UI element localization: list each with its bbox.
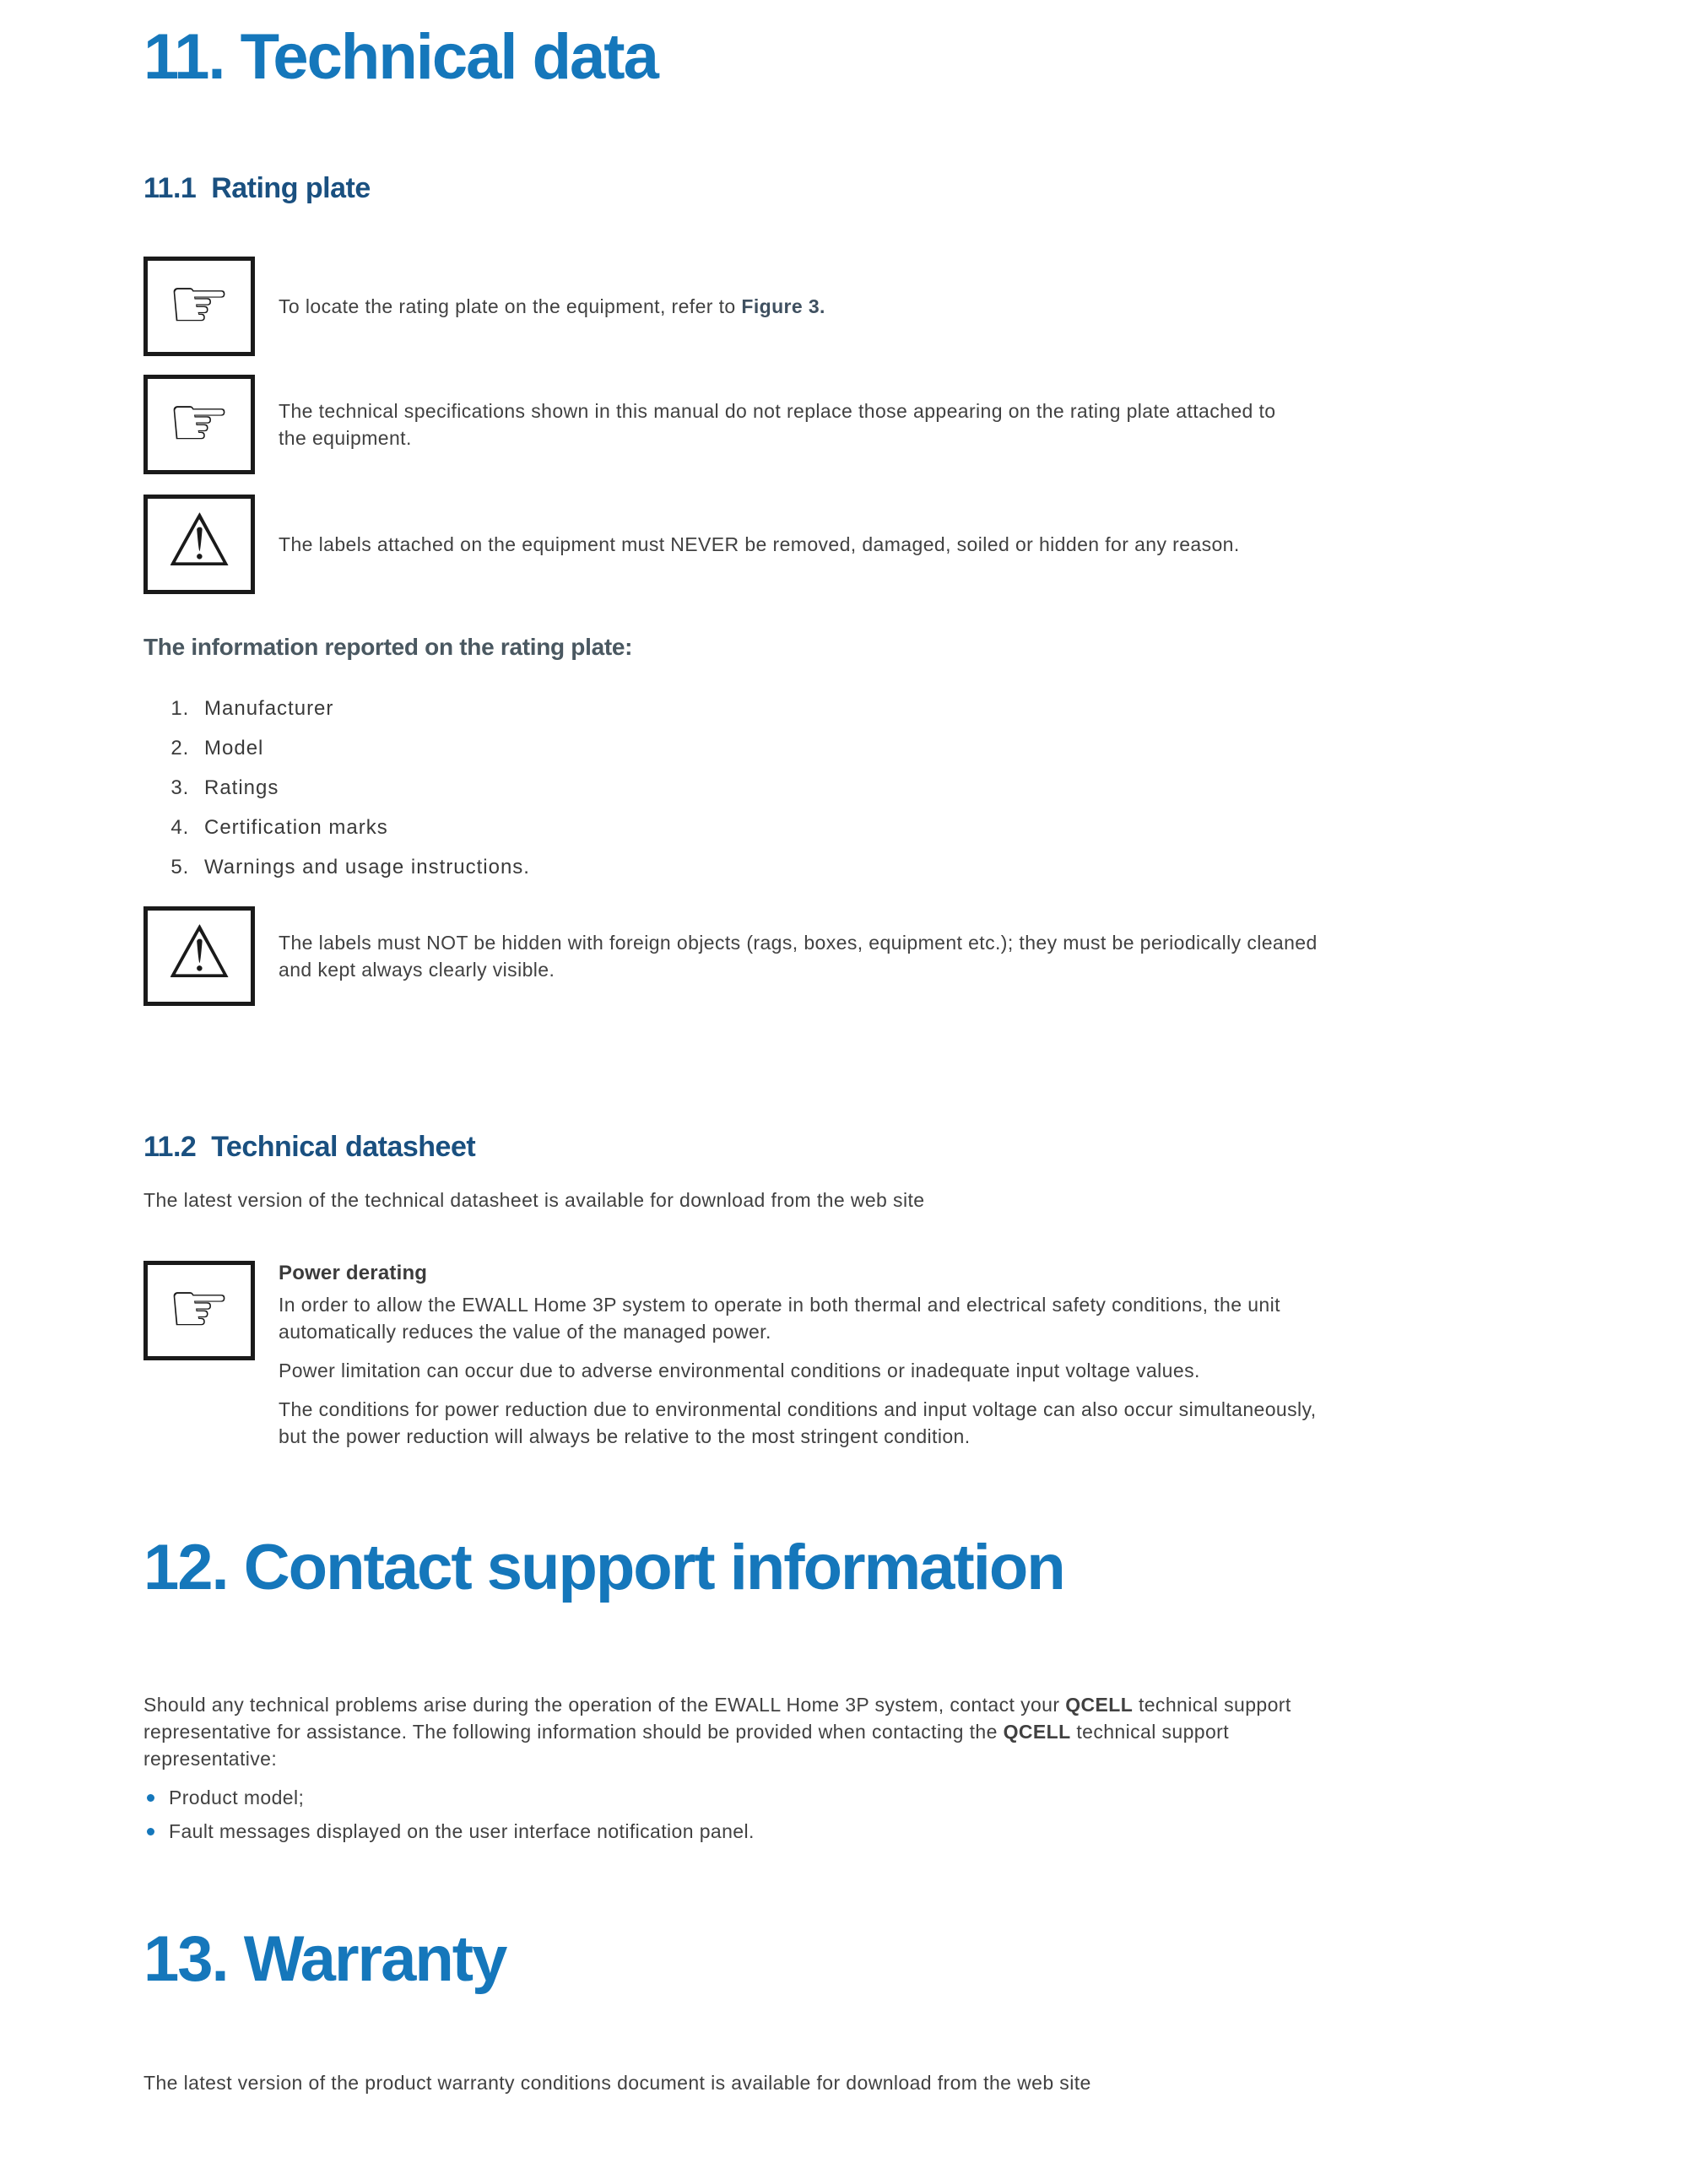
- note-icon-box: [143, 375, 255, 474]
- text-segment: representative for assistance. The following information should be provided when contacting the: [143, 1721, 1004, 1743]
- note-power-derating: [143, 1261, 1548, 1450]
- note-icon-box: [143, 257, 255, 356]
- text-segment: but the power reduction will always be relative to the most stringent condition.: [279, 1425, 971, 1447]
- text-segment: Figure 3.: [741, 295, 825, 317]
- power-derating-paragraph-2: Power limitation can occur due to adverse environmental conditions or inadequate input voltage values.: [279, 1360, 1200, 1381]
- text-segment: The technical specifications shown in this manual do not replace those appearing on the rating plate attached to: [279, 400, 1276, 422]
- warning-icon-box: [143, 495, 255, 594]
- warning-labels-not-hidden: [143, 906, 1548, 1006]
- list-item: 4. Certification marks: [196, 814, 1548, 841]
- power-derating-paragraph-3: [279, 1396, 1317, 1450]
- text-segment: technical support: [1070, 1721, 1230, 1743]
- warning-icon-box: [143, 906, 255, 1006]
- text-segment: technical support: [1133, 1694, 1291, 1716]
- text-segment: To locate the rating plate on the equipment, refer to: [279, 295, 742, 317]
- datasheet-intro-text: The latest version of the technical datasheet is available for download from the web site: [143, 1189, 925, 1211]
- text-segment: Should any technical problems arise during the operation of the EWALL Home 3P system, contact your: [143, 1694, 1066, 1716]
- text-segment: The labels must NOT be hidden with foreign objects (rags, boxes, equipment etc.); they must be periodically cleaned: [279, 932, 1318, 954]
- section-11-heading: 11. Technical data: [143, 21, 658, 93]
- warning-triangle-icon: ⚠: [166, 499, 232, 583]
- warning-labels-never-removed: [143, 495, 1548, 594]
- power-derating-paragraph-1: [279, 1291, 1317, 1345]
- warning-text: [279, 929, 1318, 983]
- rating-plate-item-list: [143, 695, 1548, 881]
- warning-triangle-icon: ⚠: [166, 911, 232, 995]
- text-segment: representative:: [143, 1748, 278, 1770]
- support-intro-text: [143, 1691, 1548, 1772]
- section-13-heading: 13. Warranty: [143, 1923, 506, 1995]
- pointing-hand-icon: ☞: [167, 262, 231, 345]
- text-segment: and kept always clearly visible.: [279, 959, 555, 981]
- text-segment: The labels attached on the equipment must NEVER be removed, damaged, soiled or hidden for any reason.: [279, 533, 1240, 555]
- list-item: 3. Ratings: [196, 775, 1548, 802]
- note-text: [279, 397, 1275, 451]
- power-derating-body: [279, 1261, 1317, 1450]
- section-11-1-heading: 11.1 Rating plate: [143, 172, 371, 204]
- list-item: 1. Manufacturer: [196, 695, 1548, 722]
- warning-text: [279, 531, 1240, 558]
- text-segment: QCELL: [1003, 1721, 1071, 1743]
- list-item: Fault messages displayed on the user interface notification panel.: [143, 1818, 1548, 1845]
- text-segment: the equipment.: [279, 427, 412, 449]
- text-segment: QCELL: [1065, 1694, 1134, 1716]
- warranty-intro-text: The latest version of the product warranty conditions document is available for download from the web site: [143, 2072, 1091, 2094]
- rating-plate-info-heading: The information reported on the rating plate:: [143, 634, 633, 660]
- text-segment: The conditions for power reduction due to environmental conditions and input voltage can also occur simultaneously,: [279, 1398, 1317, 1420]
- section-12-heading: 12. Contact support information: [143, 1532, 1064, 1603]
- section-11-2-heading: 11.2 Technical datasheet: [143, 1131, 476, 1163]
- note-text: [279, 293, 825, 320]
- pointing-hand-icon: ☞: [167, 381, 231, 463]
- document-page: [0, 21, 1683, 2096]
- list-item: Product model;: [143, 1784, 1548, 1811]
- text-segment: automatically reduces the value of the managed power.: [279, 1321, 771, 1343]
- note-locate-rating-plate: [143, 257, 1548, 356]
- note-specs-disclaimer: [143, 375, 1548, 474]
- support-info-bullet-list: [143, 1784, 1548, 1845]
- list-item: 5. Warnings and usage instructions.: [196, 854, 1548, 881]
- text-segment: In order to allow the EWALL Home 3P system to operate in both thermal and electrical safety conditions, the unit: [279, 1294, 1280, 1316]
- list-item: 2. Model: [196, 735, 1548, 762]
- note-icon-box: [143, 1261, 255, 1360]
- pointing-hand-icon: ☞: [167, 1267, 231, 1349]
- power-derating-title: Power derating: [279, 1262, 428, 1284]
